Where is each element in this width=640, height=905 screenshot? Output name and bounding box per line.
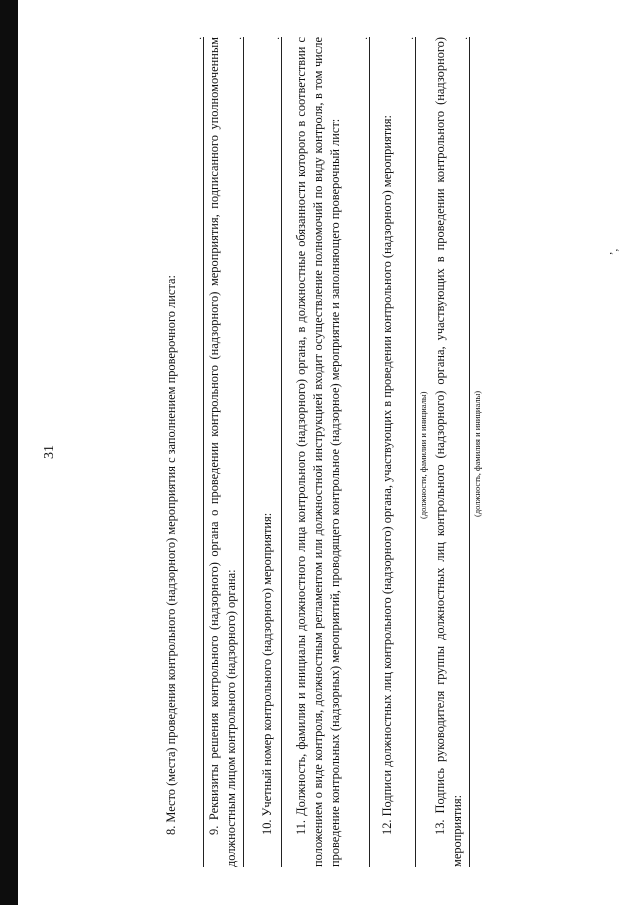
item-9-fill-line: [232, 37, 244, 867]
item-13-caption: (должность, фамилия и инициалы): [472, 390, 482, 517]
stray-mark: ’,: [608, 248, 621, 256]
item-10-number: [259, 37, 276, 867]
item-13-text: 13. Подпись руководителя группы должностных лиц контрольного (надзорного) органа, участвующих в проведении контрольного (надзорного) мероприятия:: [433, 37, 464, 867]
item-10-fill-line: [270, 37, 282, 867]
item-11-fill-line: [358, 37, 370, 867]
item-13-leader-signature: [432, 37, 466, 867]
item-13-signature-line: [458, 37, 470, 867]
line-end-mark: .: [458, 37, 470, 40]
item-9-text: 9. Реквизиты решения контрольного (надзорного) органа о проведении контрольного (надзорного) мероприятия, подписанного уполномоченным должностным лицом контрольного (надзорного) органа:: [207, 37, 238, 867]
line-end-mark: .: [404, 37, 416, 40]
item-12-caption: (должности, фамилии и инициалы): [418, 391, 428, 519]
item-12-signature-line: [404, 37, 416, 867]
form-content: [155, 37, 485, 867]
item-11-text: 11. Должность, фамилия и инициалы должностного лица контрольного (надзорного) органа, в должностные обязанности которого в соответствии с положением о виде контроля, должностным регламентом или должностной инструкцией входит осуществление полномочий по виду контроля, в том числе проведение контрольных (надзорных) мероприятий, проводящего контрольное (надзорное) мероприятие и заполняющего проверочный лист:: [294, 37, 342, 867]
item-11-official: [293, 37, 344, 867]
page-number: 31: [42, 445, 57, 459]
line-end-mark: .: [270, 37, 282, 40]
line-end-mark: .: [192, 37, 204, 40]
scan-edge-shadow: [0, 0, 18, 905]
line-end-mark: .: [232, 37, 244, 40]
line-end-mark: .: [358, 37, 370, 40]
item-8-fill-line: [192, 37, 204, 867]
item-9-decision: [206, 37, 240, 867]
item-10-text: 10. Учетный номер контрольного (надзорного) мероприятия:: [260, 512, 274, 835]
item-12-signatures: [379, 37, 396, 867]
item-8-text: 8. Место (места) проведения контрольного (надзорного) мероприятия с заполнением проверочного листа:: [164, 275, 178, 835]
item-12-text: 12. Подписи должностных лиц контрольного (надзорного) органа, участвующих в проведении контрольного (надзорного) мероприятия:: [380, 115, 394, 835]
item-8-place: [163, 37, 180, 867]
